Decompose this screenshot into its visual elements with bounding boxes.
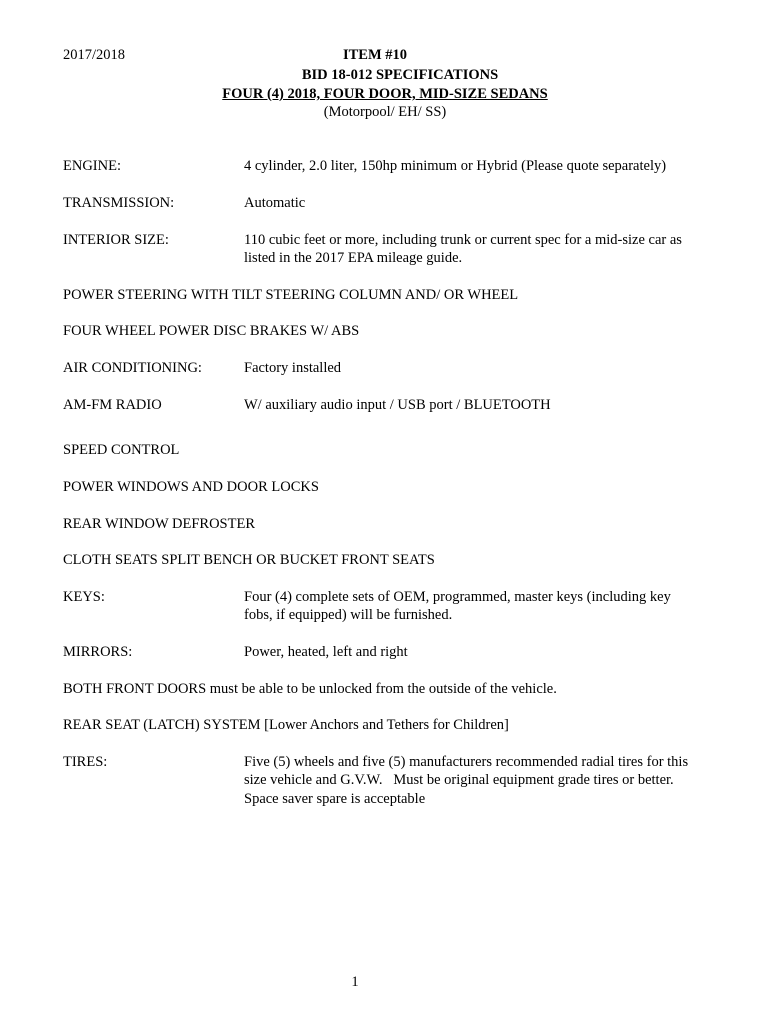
- interior-size-label: INTERIOR SIZE:: [63, 232, 169, 248]
- power-steering-spec: POWER STEERING WITH TILT STEERING COLUMN AND/ OR WHEEL: [63, 287, 519, 303]
- radio-label: AM-FM RADIO: [63, 397, 162, 413]
- air-conditioning-value: Factory installed: [244, 360, 342, 376]
- power-windows-spec: POWER WINDOWS AND DOOR LOCKS: [63, 479, 319, 495]
- engine-value: 4 cylinder, 2.0 liter, 150hp minimum or Hybrid (Please quote separately): [244, 158, 667, 174]
- page-number: 1: [351, 974, 359, 990]
- air-conditioning-label: AIR CONDITIONING:: [63, 360, 202, 376]
- keys-value-line2: fobs, if equipped) will be furnished.: [244, 607, 453, 623]
- mirrors-label: MIRRORS:: [63, 644, 133, 660]
- transmission-value: Automatic: [244, 195, 306, 211]
- document-subtitle-text: (Motorpool/ EH/ SS): [323, 104, 447, 120]
- interior-size-value-line1: 110 cubic feet or more, including trunk or current spec for a mid-size car as: [244, 232, 682, 248]
- bid-title-text: BID 18-012 SPECIFICATIONS: [301, 67, 499, 83]
- latch-system-spec: REAR SEAT (LATCH) SYSTEM [Lower Anchors and Tethers for Children]: [63, 717, 509, 733]
- brakes-spec: FOUR WHEEL POWER DISC BRAKES W/ ABS: [63, 323, 360, 339]
- seats-spec: CLOTH SEATS SPLIT BENCH OR BUCKET FRONT SEATS: [63, 552, 435, 568]
- keys-label: KEYS:: [63, 589, 105, 605]
- engine-label: ENGINE:: [63, 158, 121, 174]
- radio-value: W/ auxiliary audio input / USB port / BLUETOOTH: [244, 397, 551, 413]
- front-doors-spec: BOTH FRONT DOORS must be able to be unlocked from the outside of the vehicle.: [63, 681, 557, 697]
- speed-control-spec: SPEED CONTROL: [63, 442, 180, 458]
- document-subtitle: [0, 103, 770, 121]
- bid-title: [0, 66, 770, 84]
- mirrors-value: Power, heated, left and right: [244, 644, 408, 660]
- defroster-spec: REAR WINDOW DEFROSTER: [63, 516, 255, 532]
- document-year: 2017/2018: [63, 47, 126, 63]
- item-number: [0, 46, 770, 64]
- interior-size-value-line2: listed in the 2017 EPA mileage guide.: [244, 250, 463, 266]
- tires-value-line3: Space saver spare is acceptable: [244, 791, 426, 807]
- transmission-label: TRANSMISSION:: [63, 195, 175, 211]
- document-title: [0, 85, 770, 103]
- tires-value-line1: Five (5) wheels and five (5) manufacturers recommended radial tires for this: [244, 754, 689, 770]
- item-number-text: ITEM #10: [342, 47, 408, 63]
- tires-label: TIRES:: [63, 754, 108, 770]
- document-title-text: FOUR (4) 2018, FOUR DOOR, MID-SIZE SEDANS: [222, 86, 548, 102]
- keys-value-line1: Four (4) complete sets of OEM, programmed, master keys (including key: [244, 589, 671, 605]
- tires-value-line2: size vehicle and G.V.W. Must be original equipment grade tires or better.: [244, 772, 674, 788]
